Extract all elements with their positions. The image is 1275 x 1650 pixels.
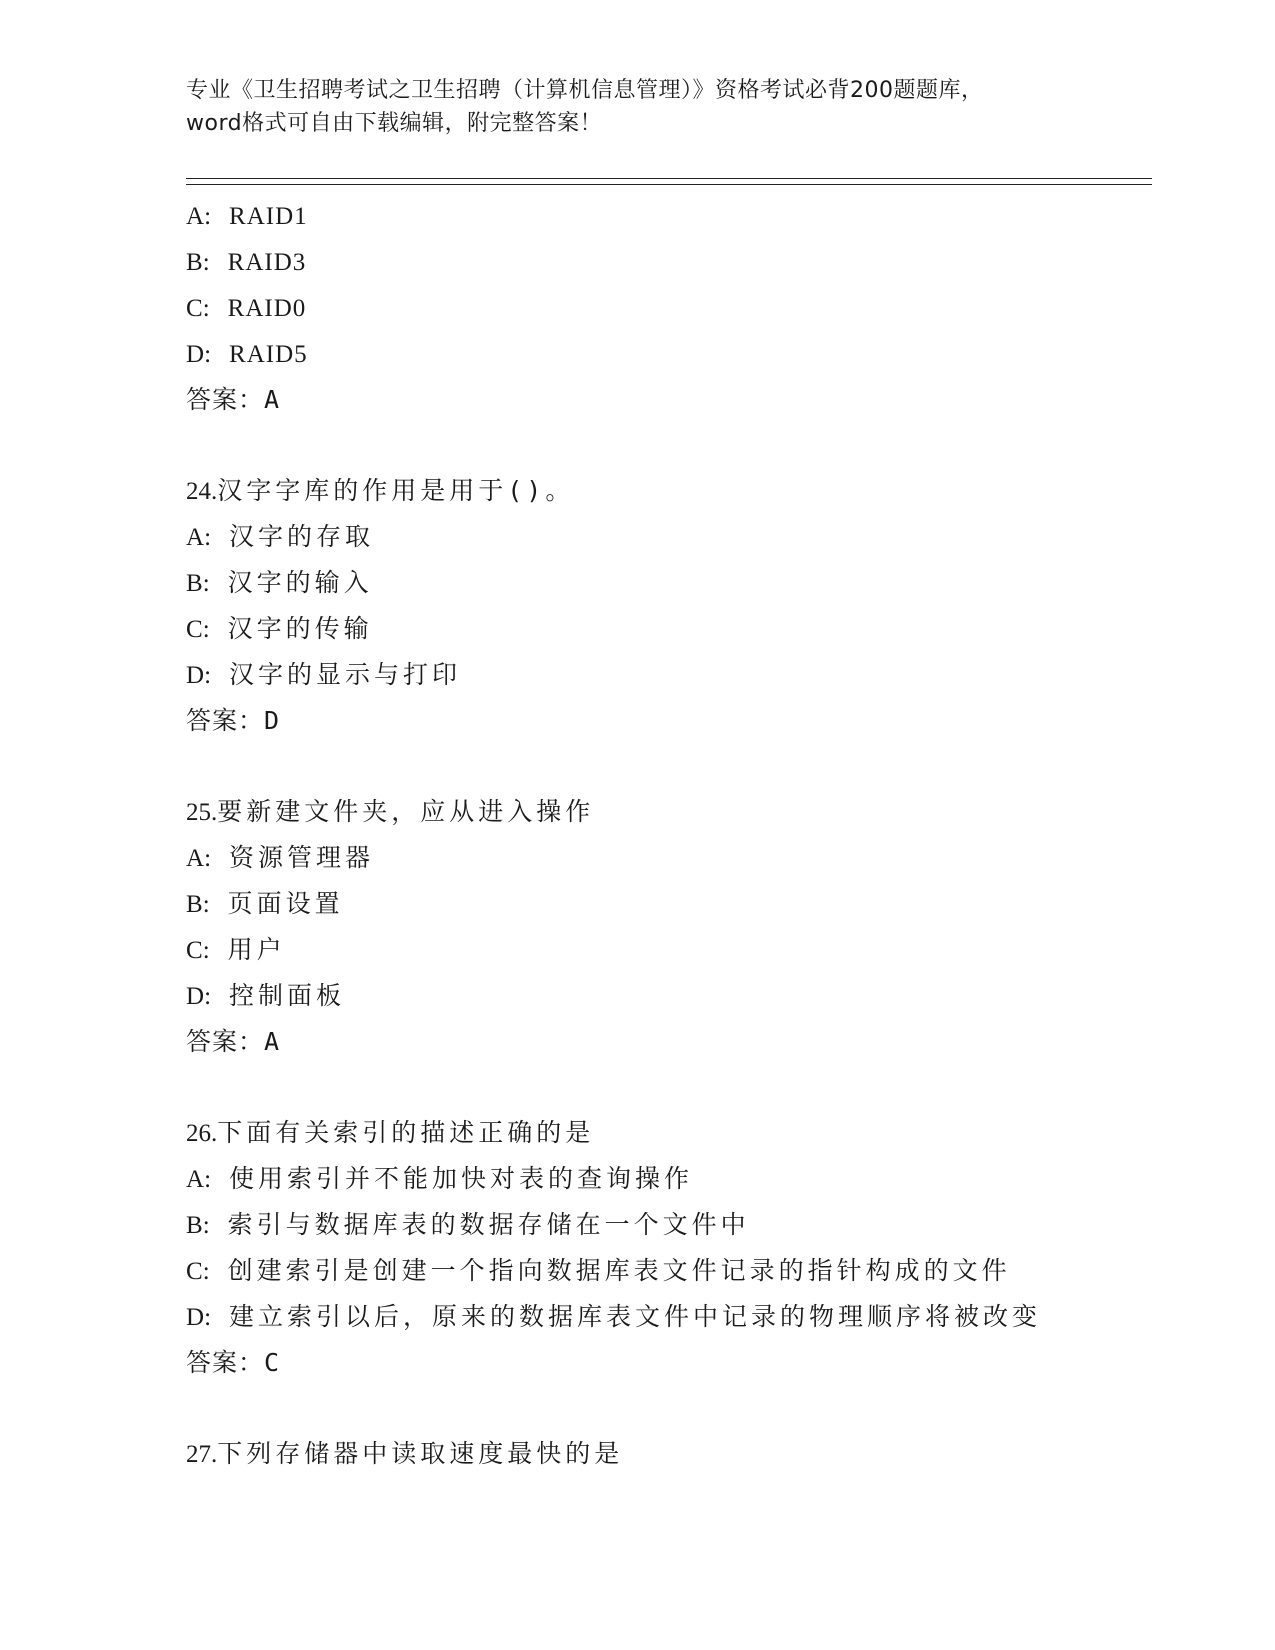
option-text: 汉字的显示与打印 <box>229 660 462 689</box>
option-separator: : <box>202 1258 210 1285</box>
option-d <box>186 331 1152 377</box>
answer-label: 答案： <box>186 1027 265 1056</box>
question-number: 25. <box>186 799 218 826</box>
option-c <box>186 285 1152 331</box>
answer-value: A <box>264 385 281 414</box>
option-separator: : <box>202 570 210 597</box>
option-separator: : <box>202 295 210 322</box>
question-stem <box>186 468 1152 514</box>
option-letter: C <box>186 937 203 964</box>
option-b <box>186 560 1152 606</box>
question-stem <box>186 1431 1152 1477</box>
option-c <box>186 1248 1152 1294</box>
option-letter: D <box>186 341 205 368</box>
answer-line <box>186 698 1152 744</box>
question-block-continued <box>186 193 1152 423</box>
option-letter: B <box>186 891 203 918</box>
answer-value: D <box>264 706 281 735</box>
option-separator: : <box>202 937 210 964</box>
header-line-1: 专业《卫生招聘考试之卫生招聘（计算机信息管理）》资格考试必背200题题库， <box>186 78 984 103</box>
answer-label: 答案： <box>186 385 265 414</box>
question-text: 下面有关索引的描述正确的是 <box>217 1118 595 1147</box>
option-d <box>186 652 1152 698</box>
option-text: 索引与数据库表的数据存储在一个文件中 <box>227 1210 750 1239</box>
option-separator: : <box>204 524 212 551</box>
option-a <box>186 1156 1152 1202</box>
option-text: 用户 <box>227 935 286 964</box>
option-a <box>186 835 1152 881</box>
option-separator: : <box>204 341 212 368</box>
answer-value: C <box>264 1348 281 1377</box>
option-separator: : <box>204 662 212 689</box>
question-block-26 <box>186 1110 1152 1386</box>
answer-line <box>186 377 1152 423</box>
question-stem <box>186 789 1152 835</box>
option-text: RAID5 <box>229 341 308 368</box>
option-letter: A <box>186 1166 205 1193</box>
option-separator: : <box>204 1304 212 1331</box>
option-letter: D <box>186 983 205 1010</box>
option-b <box>186 1202 1152 1248</box>
question-text: 要新建文件夹，应从进入操作 <box>217 797 595 826</box>
option-text: 建立索引以后，原来的数据库表文件中记录的物理顺序将被改变 <box>229 1302 1042 1331</box>
option-separator: : <box>202 1212 210 1239</box>
answer-line <box>186 1019 1152 1065</box>
question-block-25 <box>186 789 1152 1065</box>
question-stem <box>186 1110 1152 1156</box>
header-divider-top <box>186 178 1152 179</box>
option-text: 使用索引并不能加快对表的查询操作 <box>229 1164 694 1193</box>
document-header <box>186 74 1086 140</box>
option-text: RAID3 <box>227 249 307 276</box>
option-text: RAID1 <box>229 203 308 230</box>
question-number: 27. <box>186 1441 218 1468</box>
answer-label: 答案： <box>186 1348 265 1377</box>
option-letter: B <box>186 249 203 276</box>
option-letter: A <box>186 845 205 872</box>
option-separator: : <box>202 249 210 276</box>
option-d <box>186 1294 1152 1340</box>
option-text: 创建索引是创建一个指向数据库表文件记录的指针构成的文件 <box>227 1256 1011 1285</box>
option-text: 控制面板 <box>229 981 346 1010</box>
question-number: 26. <box>186 1120 218 1147</box>
option-separator: : <box>204 845 212 872</box>
question-block-24 <box>186 468 1152 744</box>
answer-line <box>186 1340 1152 1386</box>
option-text: 汉字的存取 <box>229 522 375 551</box>
option-letter: C <box>186 295 203 322</box>
option-separator: : <box>202 616 210 643</box>
header-divider-bottom <box>186 184 1152 185</box>
option-c <box>186 927 1152 973</box>
option-separator: : <box>204 1166 212 1193</box>
option-d <box>186 973 1152 1019</box>
question-text: 汉字字库的作用是用于()。 <box>217 476 575 505</box>
option-a <box>186 514 1152 560</box>
option-separator: : <box>202 891 210 918</box>
question-text: 下列存储器中读取速度最快的是 <box>217 1439 624 1468</box>
option-text: RAID0 <box>227 295 307 322</box>
option-c <box>186 606 1152 652</box>
header-line-2: word格式可自由下载编辑，附完整答案！ <box>186 111 603 136</box>
option-letter: D <box>186 1304 205 1331</box>
option-b <box>186 881 1152 927</box>
answer-label: 答案： <box>186 706 265 735</box>
question-list <box>186 193 1152 1477</box>
option-separator: : <box>204 983 212 1010</box>
question-block-27 <box>186 1431 1152 1477</box>
option-letter: C <box>186 1258 203 1285</box>
option-letter: B <box>186 1212 203 1239</box>
option-separator: : <box>204 203 212 230</box>
option-letter: A <box>186 524 205 551</box>
option-text: 汉字的传输 <box>227 614 373 643</box>
option-b <box>186 239 1152 285</box>
option-letter: C <box>186 616 203 643</box>
option-a <box>186 193 1152 239</box>
option-text: 页面设置 <box>227 889 344 918</box>
option-letter: A <box>186 203 205 230</box>
option-text: 汉字的输入 <box>227 568 373 597</box>
answer-value: A <box>264 1027 281 1056</box>
option-letter: B <box>186 570 203 597</box>
option-letter: D <box>186 662 205 689</box>
question-number: 24. <box>186 478 218 505</box>
option-text: 资源管理器 <box>229 843 375 872</box>
